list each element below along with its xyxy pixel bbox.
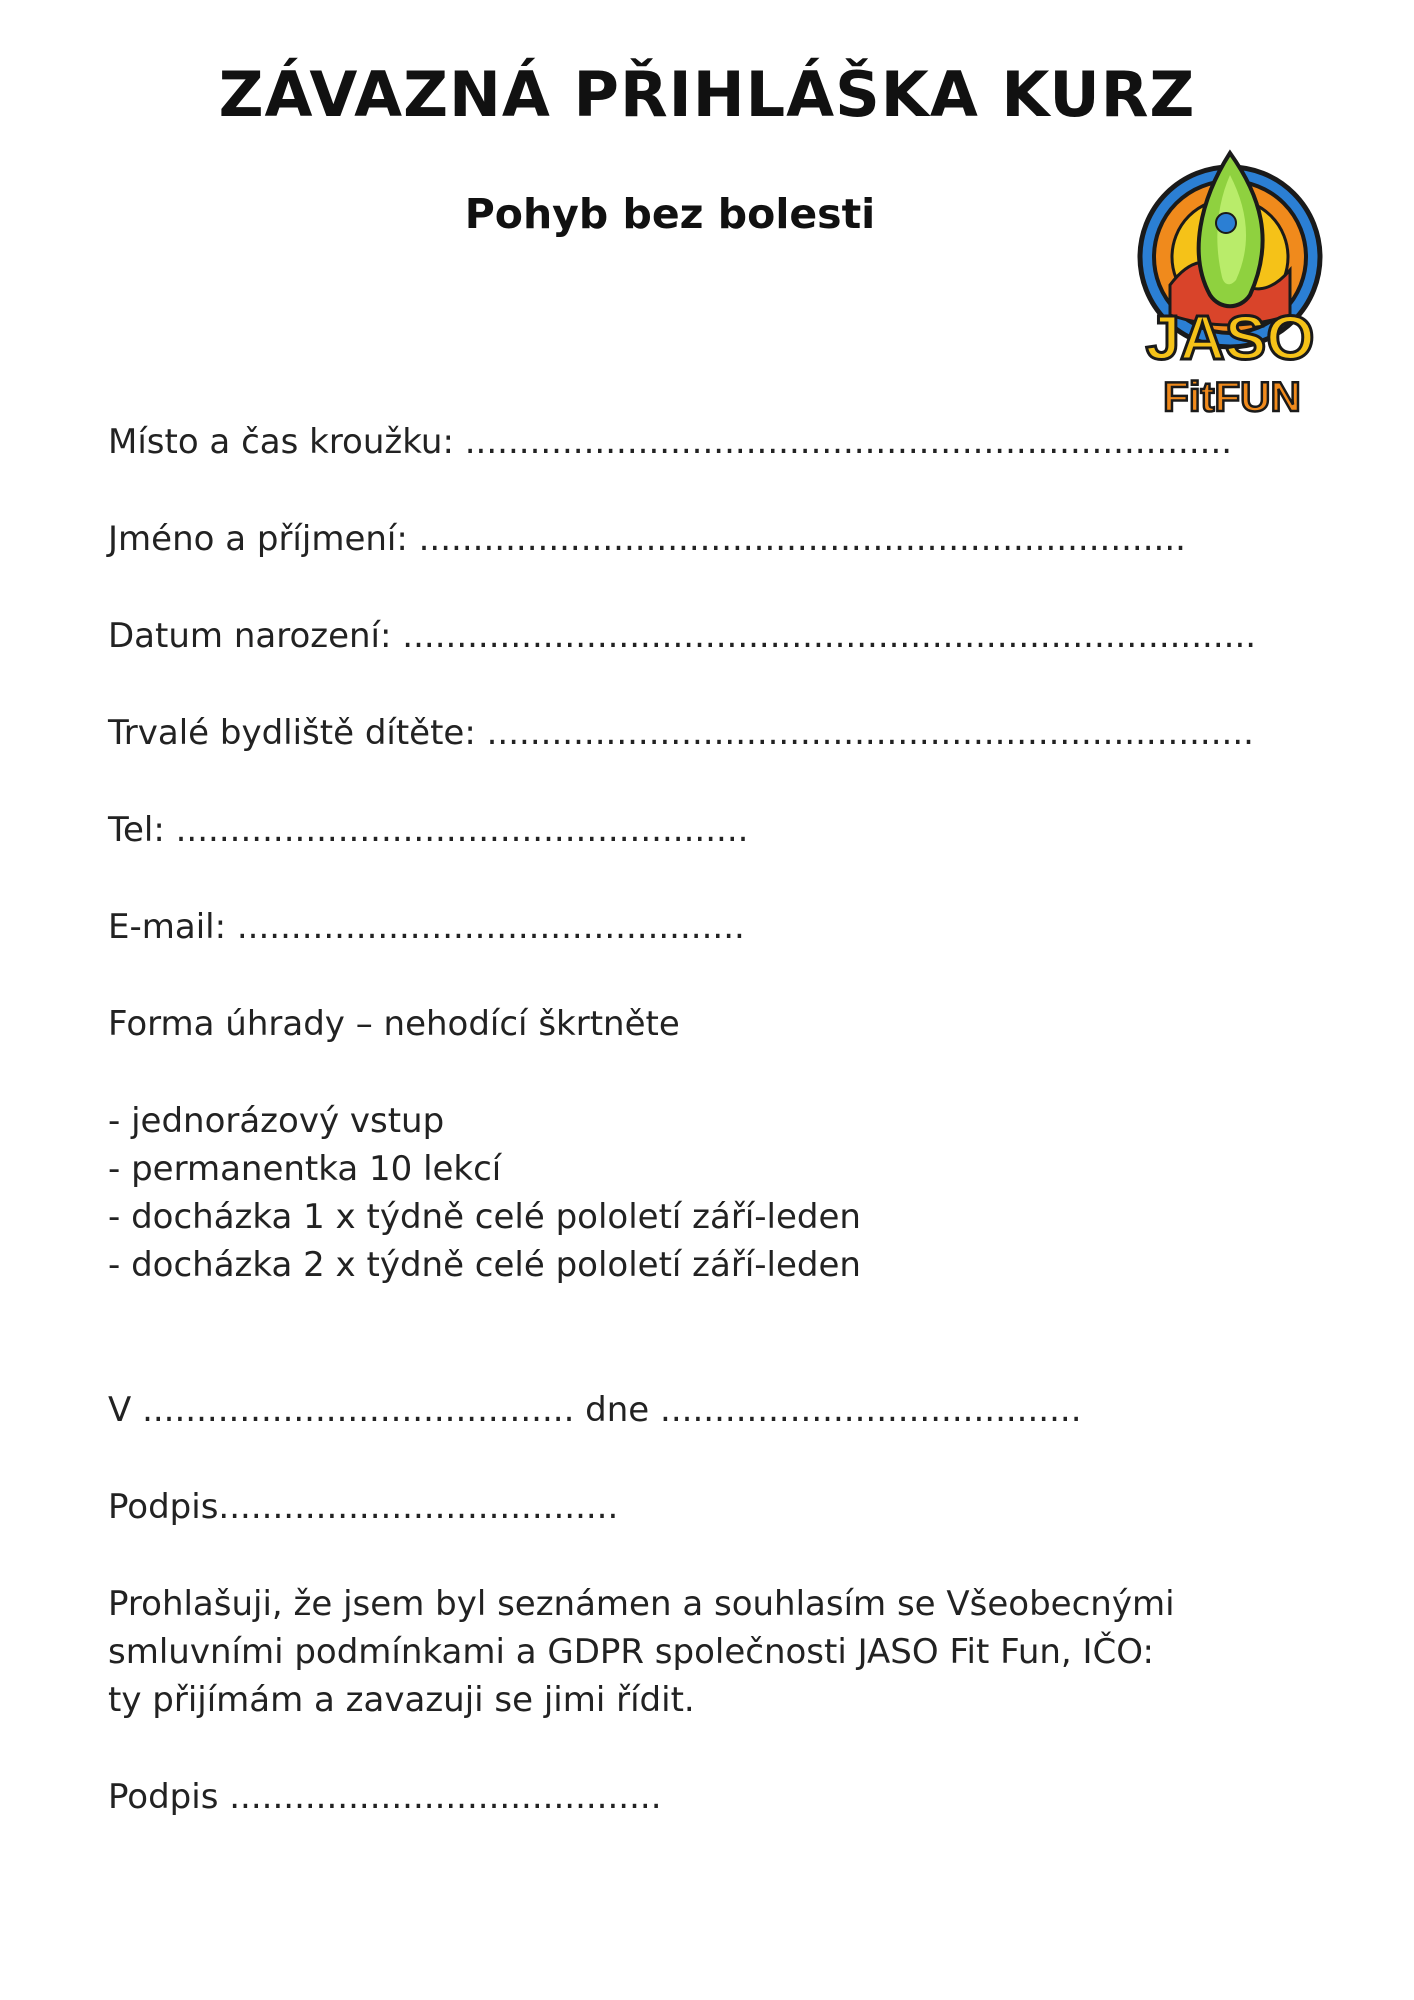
field-full-name[interactable] <box>108 515 1188 563</box>
fill-in-line[interactable]: ............................................................................... <box>402 616 1257 656</box>
form-title: ZÁVAZNÁ PŘIHLÁŠKA KURZ <box>218 58 1196 131</box>
payment-options-list <box>108 1097 1188 1289</box>
field-email[interactable] <box>108 903 1188 951</box>
signature-line-1[interactable]: Podpis..................................... <box>108 1487 619 1527</box>
logo-text-jaso: JASO <box>1145 304 1315 373</box>
payment-option-10-lessons[interactable]: - permanentka 10 lekcí <box>108 1149 502 1189</box>
field-phone[interactable] <box>108 806 1188 854</box>
fill-in-line[interactable]: ....................................................................... <box>418 519 1186 559</box>
jaso-fit-fun-logo <box>1130 145 1330 430</box>
gdpr-declaration <box>108 1580 1188 1724</box>
declaration-line: Prohlašuji, že jsem byl seznámen a souhlasím se Všeobecnými <box>108 1584 1175 1624</box>
course-name: Pohyb bez bolesti <box>464 190 876 238</box>
payment-method-heading: Forma úhrady – nehodící škrtněte <box>108 1004 680 1044</box>
fill-in-line[interactable]: ....................................................................... <box>464 422 1233 462</box>
place-and-date-line[interactable]: V ........................................ dne ....................................... <box>108 1390 1082 1430</box>
field-label: Trvalé bydliště dítěte: <box>108 713 476 753</box>
field-birth-date[interactable] <box>108 612 1257 660</box>
declaration-line: ty přijímám a zavazuji se jimi řídit. <box>108 1680 695 1720</box>
fill-in-line[interactable]: ..................................................... <box>175 810 749 850</box>
payment-option-1x-weekly[interactable]: - docházka 1 x týdně celé pololetí září-leden <box>108 1197 861 1237</box>
field-label: Jméno a příjmení: <box>108 519 408 559</box>
field-permanent-address[interactable] <box>108 709 1254 757</box>
field-label: E-mail: <box>108 907 227 947</box>
payment-option-single-entry[interactable]: - jednorázový vstup <box>108 1101 445 1141</box>
declaration-line: smluvními podmínkami a GDPR společnosti JASO Fit Fun, IČO: <box>108 1632 1154 1672</box>
signature-line-2[interactable]: Podpis ........................................ <box>108 1777 662 1817</box>
payment-option-2x-weekly[interactable]: - docházka 2 x týdně celé pololetí září-leden <box>108 1245 861 1285</box>
form-content <box>108 418 1257 1821</box>
fill-in-line[interactable]: ....................................................................... <box>486 713 1254 753</box>
field-label: Datum narození: <box>108 616 392 656</box>
field-course-place-time[interactable] <box>108 418 1233 466</box>
field-label: Místo a čas kroužku: <box>108 422 454 462</box>
fill-in-line[interactable]: ............................................... <box>236 907 745 947</box>
logo-text-fitfun: FitFUN <box>1163 373 1301 420</box>
field-label: Tel: <box>108 810 165 850</box>
